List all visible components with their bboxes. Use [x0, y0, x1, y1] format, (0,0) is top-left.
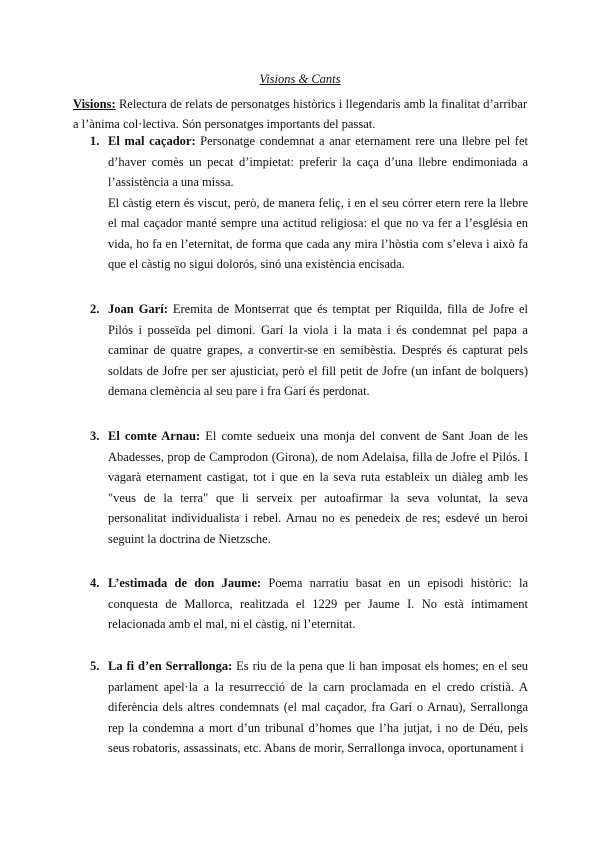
item-heading: El comte Arnau:: [108, 429, 201, 443]
list-item: [92, 656, 528, 759]
item-number: 5.: [90, 659, 100, 673]
item-heading: El mal caçador:: [108, 134, 196, 148]
item-number: 2.: [90, 302, 100, 316]
item-heading: Joan Garí:: [108, 302, 168, 316]
item-heading: L’estimada de don Jaume:: [108, 576, 262, 590]
item-text: El comte sedueix una monja del convent de Sant Joan de les Abadesses, prop de Camprodon (Girona), de nom Adelaisa, filla de Jofre el Pilós. I vagarà eternament castigat, tot i que en la seva ruta estableix un diàleg amb les "veus de la terra" que li serveix per autoafirmar la seva voluntat, la seva personalitat individualista i rebel. Arnau no es penedeix de res; esdevé un heroi seguint la doctrina de Nietzsche.: [108, 429, 528, 546]
list-item: [92, 573, 528, 635]
item-text: Eremita de Montserrat que és temptat per Riquilda, filla de Jofre el Pilós i posseïda pel dimoni. Garí la viola i la mata i és condemnat pel papa a caminar de quatre grapes, a convertir-se en semibèstia. Després és capturat pels soldats de Jofre per ser ajusticiat, però el fill petit de Jofre (un infant de bolquers) demana clemència al seu pare i fra Garí és perdonat.: [108, 302, 529, 398]
document-title: Visions & Cants: [259, 72, 341, 86]
intro-label: Visions:: [73, 97, 116, 111]
item-number: 1.: [90, 134, 100, 148]
list-item: [92, 426, 528, 549]
item-number: 4.: [90, 576, 100, 590]
item-number: 3.: [90, 429, 100, 443]
intro-paragraph: [73, 94, 527, 134]
item-text-continued: El càstig etern és viscut, però, de manera feliç, i en el seu córrer etern rere la llebre el mal caçador manté sempre una actitud religiosa: el que no va fer a l’església en vida, ho fa en l’eternitat, de forma que cada any mira l’hòstia com s’eleva i això fa que el càstig no sigui dolorós, sinó una existència encisada.: [108, 195, 528, 271]
item-text: Personatge condemnat a anar eternament rere una llebre pel fet d’haver comès un pecat d’impietat: preferir la caça d’una llebre endimoniada a l’assistència a una missa.: [108, 134, 528, 189]
item-text: Poema narratiu basat en un episodi històric: la conquesta de Mallorca, realitzada el 1229 per Jaume I. No està íntimament relacionada amb el mal, ni el càstig, ni l’eternitat.: [108, 576, 528, 631]
item-heading: La fi d’en Serrallonga:: [108, 659, 233, 673]
list-item: [92, 299, 528, 402]
intro-text: Relectura de relats de personatges històrics i llegendaris amb la finalitat d’arribar a l’ànima col·lectiva. Són personatges importants del passat.: [73, 97, 527, 131]
item-text: Es riu de la pena que li han imposat els homes; en el seu parlament apel·la a la resurrecció de la carn proclamada en el credo cristià. A diferència dels altres condemnats (el mal caçador, fra Garí o Arnau), Serrallonga rep la condemna a mort d’un tribunal d’homes que l’ha jutjat, i no de Déu, pels seus robatoris, assassinats, etc. Abans de morir, Serrallonga invoca, oportunament i: [108, 659, 528, 755]
list-item: [92, 131, 528, 275]
